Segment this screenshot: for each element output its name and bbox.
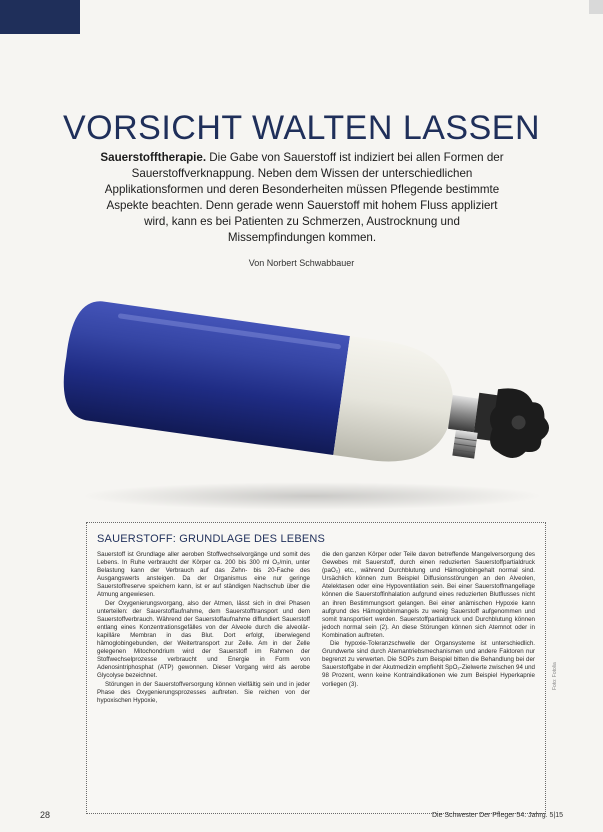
author-byline: Von Norbert Schwabbauer — [248, 258, 355, 268]
info-box-column-right — [322, 551, 535, 705]
journal-footer: Die Schwester Der Pfleger 54. Jahrg. 5|15 — [432, 812, 563, 819]
oxygen-cylinder-photo — [52, 270, 572, 520]
paragraph: Störungen in der Sauerstoffversorgung können vielfältig sein und in jeder Phase des Oxygenierungsprozesses auftreten. Sie reichen von der hypoxischen Hypoxie, — [97, 680, 310, 704]
paragraph: die den ganzen Körper oder Teile davon betreffende Mangelversorgung des Gewebes mit Sauerstoff, durch einen reduzierten Sauerstoffpartialdruck (paO₂) etc., während Durchblutung und Hämoglobingehalt normal sind. Ursächlich können zum Beispiel Diffusionsstörungen an den Alveolen, Atelektasen oder eine Hypoventilation sein. Bei einer Sauerstoffmangellage können die Sauerstoffinhalation aufgrund eines reduzierten Blutflusses nicht an ihren Bestimmungsort gelangen. Bei einer anämischen Hypoxie kann aufgrund des Hämoglobinmangels zu wenig Sauerstoff aufgenommen und somit transportiert werden. Sauerstoffpartialdruck und Durchblutung können jedoch normal sein (2). An diese Störungen können sich Atemnot oder in Kombination auftreten. — [322, 551, 535, 639]
page-number: 28 — [40, 810, 51, 820]
section-tab — [0, 0, 80, 34]
photo-credit: Foto: Fotolia — [552, 662, 558, 690]
lead-text: Die Gabe von Sauerstoff ist indiziert bei allen Formen der Sauerstoffverknappung. Neben dem Wissen der unterschiedlichen Applikationsformen und deren Besonderheiten müssen Pflegende bestimmte Aspekte beachten. Denn gerade wenn Sauerstoff mit hohem Fluss appliziert wird, kann es bei Patienten zu Schmerzen, Austrocknung und Missempfindungen kommen. — [104, 151, 504, 244]
info-box-title: SAUERSTOFF: GRUNDLAGE DES LEBENS — [97, 533, 326, 545]
info-box-columns — [97, 551, 535, 705]
article-headline: VORSICHT WALTEN LASSEN — [62, 108, 541, 147]
lead-keyword: Sauerstofftherapie. — [100, 151, 207, 164]
paragraph: Sauerstoff ist Grundlage aller aeroben Stoffwechselvorgänge und somit des Lebens. In Ruhe verbraucht der Körper ca. 200 bis 300 ml O₂/min, unter Belastung kann der Verbrauch auf das Zehn- bis 20-Fache des Ausgangswerts ansteigen. Da der Organismus eine nur geringe Sauerstoffreserve speichern kann, ist er auf ständigen Nachschub über die Atmung angewiesen. — [97, 551, 310, 599]
paragraph: Der Oxygenierungsvorgang, also der Atmen, lässt sich in drei Phasen unterteilen: der Sauerstoffaufnahme, dem Sauerstofftransport und dem Sauerstoffverbrauch. Während der Sauerstoffaufnahme diffundiert Sauerstoff entlang eines Konzentrationsgefälles von der Alveole durch die alveolär-kapilläre Membran in das Blut. Dort erfolgt, überwiegend hämoglobingebunden, der Weitertransport zur Zelle. Am in der Zelle gelegenen Mitochondrium wird der Sauerstoff im Rahmen der Stoffwechselprozesse verbraucht und Energie in Form von Adenosintriphosphat (ATP) gewonnen. Dieser Vorgang wird als aerobe Glycolyse bezeichnet. — [97, 599, 310, 680]
corner-mark — [589, 0, 603, 14]
paragraph: Die hypoxie-Toleranzschwelle der Organsysteme ist unterschiedlich. Grundwerte sind durch Atemantriebsmechanismen und andere Faktoren nur begrenzt zu verwerten. Die SOPs zum Beispiel bitten die Behandlung bei der Sauerstoffgabe in der Akutmedizin empfiehlt SpO₂-Zielwerte zwischen 94 und 98 Prozent, wenn keine Kontraindikationen wie zum Beispiel Hyperkapnie vorliegen (3). — [322, 640, 535, 688]
info-box-column-left — [97, 551, 310, 705]
article-lead — [96, 150, 508, 246]
info-box — [86, 522, 546, 814]
